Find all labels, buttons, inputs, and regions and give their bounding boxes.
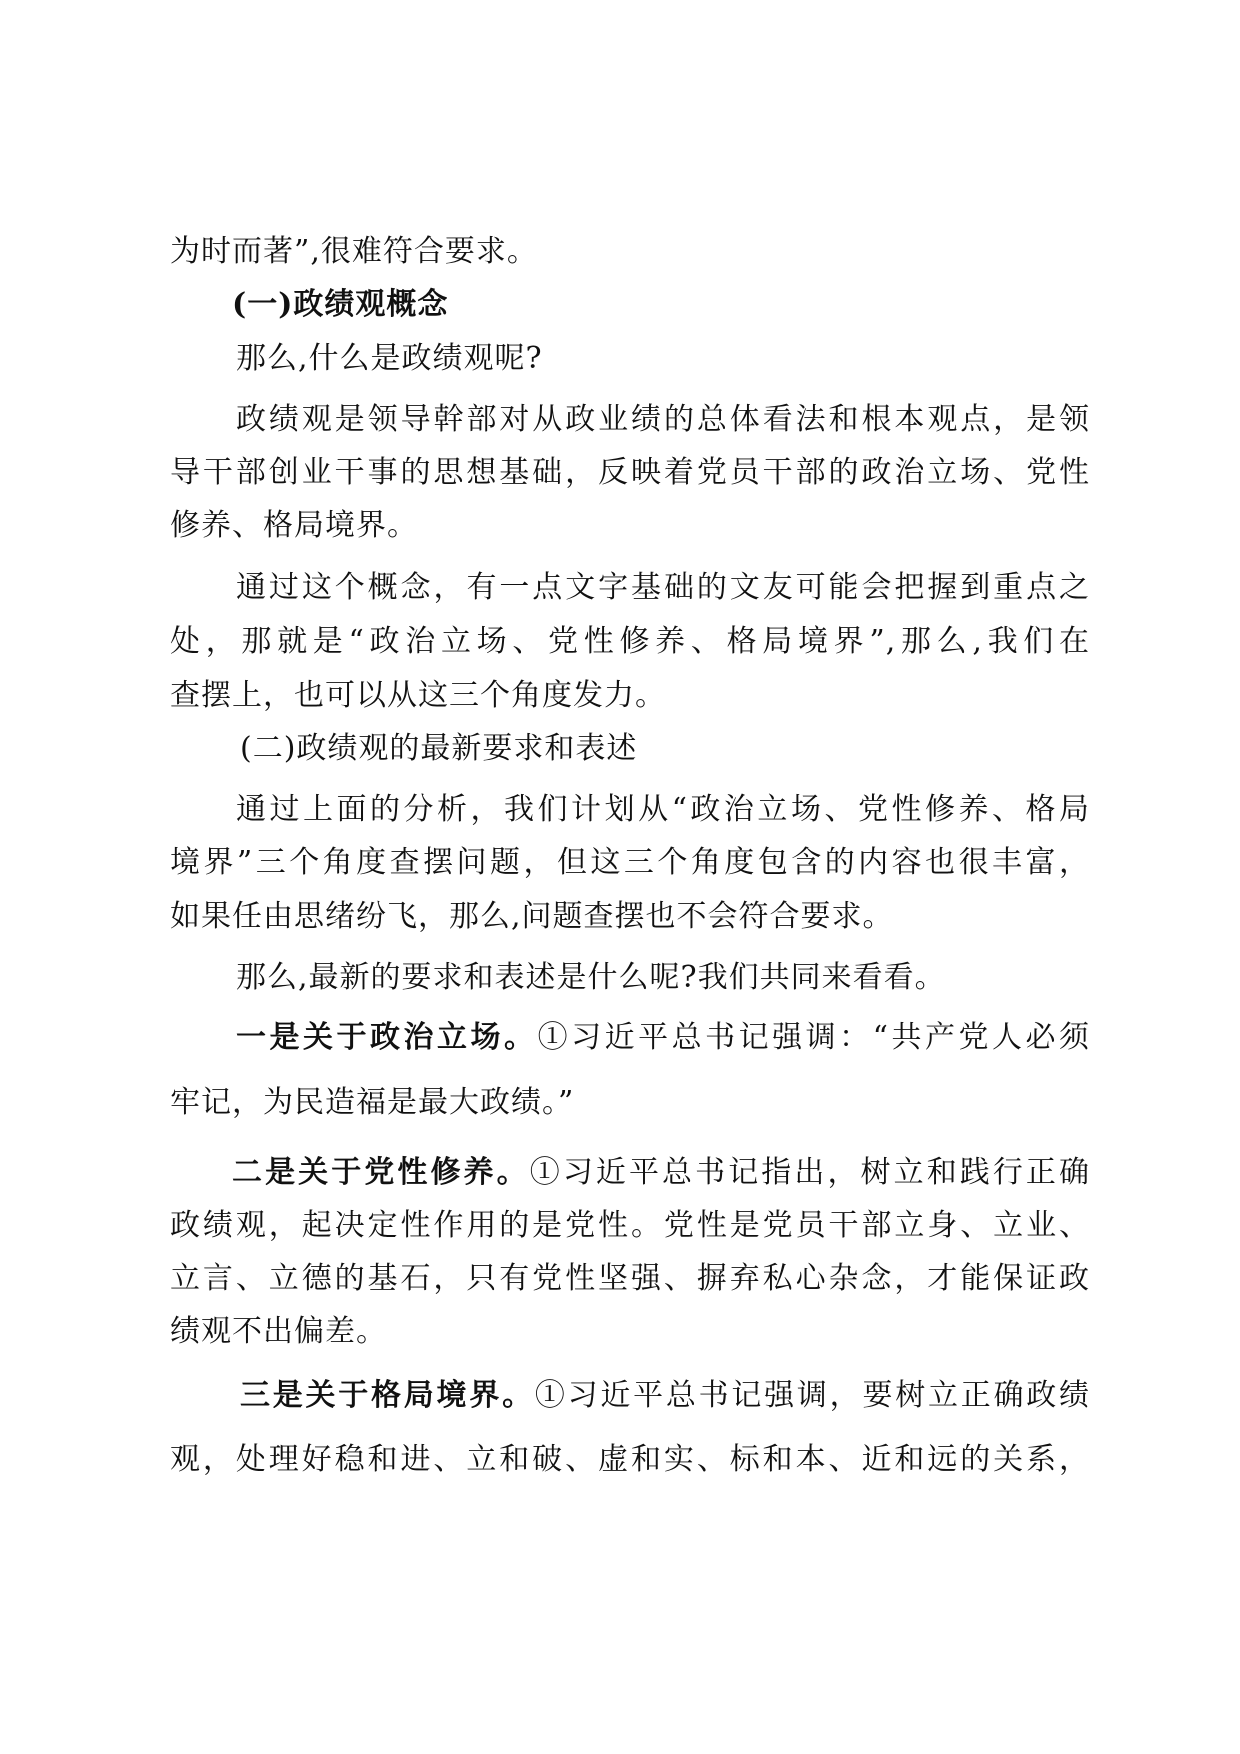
section-heading-1: (一)政绩观概念 xyxy=(232,287,449,322)
paragraph-line: 为时而著”,很难符合要求。 xyxy=(170,234,538,269)
point-title-party-spirit: 二是关于党性修养。 xyxy=(232,1155,530,1190)
section-heading-2: (二)政绩观的最新要求和表述 xyxy=(240,731,638,766)
paragraph-line: 政绩观，起决定性作用的是党性。党性是党员干部立身、立业、 xyxy=(170,1208,1090,1243)
paragraph-line: 那么,最新的要求和表述是什么呢?我们共同来看看。 xyxy=(236,960,946,995)
paragraph-line: 政绩观是领导幹部对从政业绩的总体看法和根本观点，是领 xyxy=(236,402,1090,437)
paragraph-line: 境界”三个角度查摆问题，但这三个角度包含的内容也很丰富， xyxy=(170,845,1090,880)
paragraph-line: 牢记，为民造福是最大政绩。” xyxy=(170,1085,575,1120)
paragraph-line: 处，那就是“政治立场、党性修养、格局境界”,那么,我们在 xyxy=(170,624,1090,659)
point-title-vision: 三是关于格局境界。 xyxy=(240,1378,535,1413)
paragraph-line: 通过上面的分析，我们计划从“政治立场、党性修养、格局 xyxy=(236,792,1090,827)
paragraph-line xyxy=(236,1018,1090,1058)
paragraph-line: 立言、立德的基石，只有党性坚强、摒弃私心杂念，才能保证政 xyxy=(170,1261,1090,1296)
paragraph-line: 那么,什么是政绩观呢? xyxy=(236,341,543,376)
paragraph-line: 如果任由思绪纷飞，那么,问题查摆也不会符合要求。 xyxy=(170,899,894,934)
paragraph-line: 查摆上，也可以从这三个角度发力。 xyxy=(170,678,666,713)
paragraph-line: 绩观不出偏差。 xyxy=(170,1314,387,1349)
paragraph-line xyxy=(240,1376,1090,1416)
paragraph-line: 观，处理好稳和进、立和破、虚和实、标和本、近和远的关系， xyxy=(170,1442,1090,1477)
paragraph-line: 导干部创业干事的思想基础，反映着党员干部的政治立场、党性 xyxy=(170,455,1090,490)
point-title-political-stance: 一是关于政治立场。 xyxy=(236,1020,538,1055)
paragraph-line: 通过这个概念，有一点文字基础的文友可能会把握到重点之 xyxy=(236,570,1090,605)
point-text: ①习近平总书记强调：“共产党人必须 xyxy=(537,1020,1090,1055)
point-text: ①习近平总书记指出，树立和践行正确 xyxy=(529,1155,1090,1190)
paragraph-line: 修养、格局境界。 xyxy=(170,508,418,543)
point-text: ①习近平总书记强调，要树立正确政绩 xyxy=(534,1378,1090,1413)
paragraph-line xyxy=(232,1153,1090,1193)
